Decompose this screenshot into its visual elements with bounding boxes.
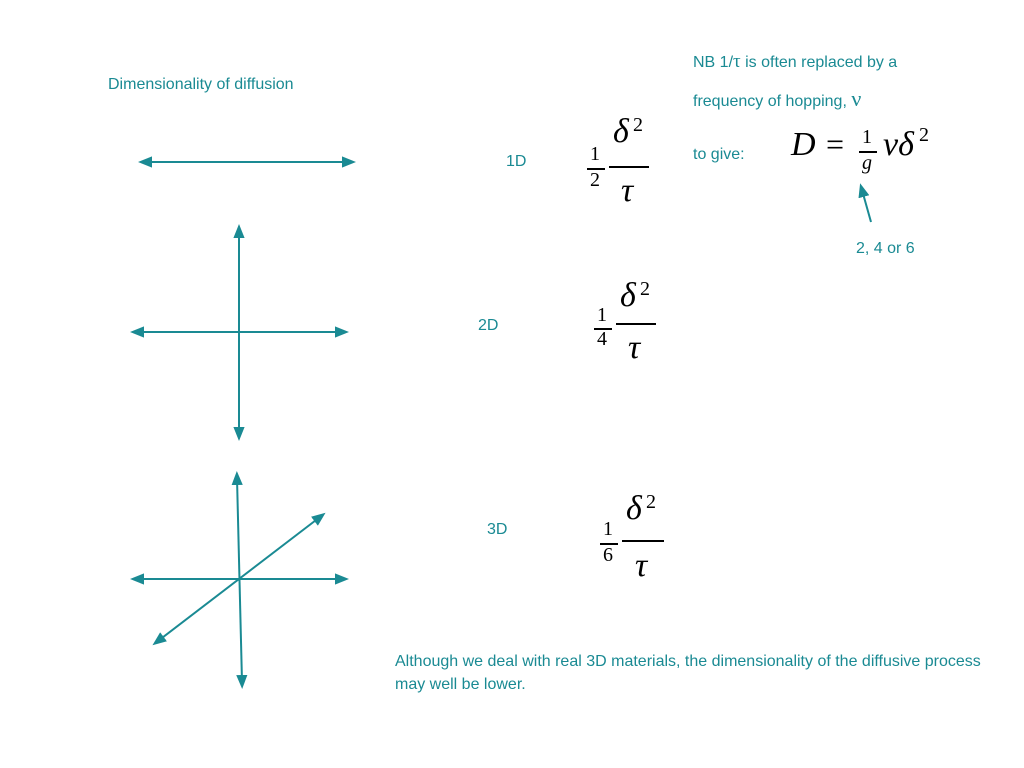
coef-num-1d: 1 bbox=[590, 143, 600, 165]
frac-num-2d: δ bbox=[620, 277, 636, 314]
tau-symbol: τ bbox=[733, 51, 741, 72]
note-line-2 bbox=[693, 86, 861, 112]
formula-eq: = bbox=[826, 126, 845, 162]
to-give-label: to give: bbox=[693, 146, 745, 163]
page-title: Dimensionality of diffusion bbox=[108, 76, 294, 93]
coef-den-1d: 2 bbox=[590, 169, 600, 191]
frac-rule-3d bbox=[622, 540, 664, 542]
frac-rule-2d bbox=[616, 323, 656, 325]
frac-den-1d: τ bbox=[621, 172, 634, 209]
case-label-2d: 2D bbox=[478, 317, 499, 334]
frac-exp-3d: 2 bbox=[646, 491, 656, 513]
frac-num-3d: δ bbox=[626, 490, 642, 527]
frac-exp-2d: 2 bbox=[640, 278, 650, 300]
frac-den-2d: τ bbox=[628, 329, 641, 366]
note-line-1-pre: NB 1/ bbox=[693, 54, 734, 71]
formula-lhs: D bbox=[791, 126, 816, 163]
coef-den-2d: 4 bbox=[597, 328, 607, 350]
note-line-1-post: is often replaced by a bbox=[740, 54, 898, 71]
g-values-label: 2, 4 or 6 bbox=[856, 240, 915, 257]
case-label-3d: 3D bbox=[487, 521, 508, 538]
frac-rule-1d bbox=[609, 166, 649, 168]
g-pointer-arrow bbox=[862, 190, 871, 222]
formula-rhs: νδ bbox=[883, 126, 914, 163]
formula-num: 1 bbox=[862, 126, 872, 148]
frac-exp-1d: 2 bbox=[633, 114, 643, 136]
footer-note: Although we deal with real 3D materials, the dimensionality of the diffusive process may well be lower. bbox=[395, 653, 981, 693]
note-line-2-text: frequency of hopping, bbox=[693, 93, 852, 110]
coef-den-3d: 6 bbox=[603, 544, 613, 566]
frac-num-1d: δ bbox=[613, 113, 629, 150]
coef-num-3d: 1 bbox=[603, 518, 613, 540]
frac-den-3d: τ bbox=[635, 547, 648, 584]
coef-num-2d: 1 bbox=[597, 304, 607, 326]
note-line-1 bbox=[693, 51, 897, 73]
formula-exp: 2 bbox=[919, 124, 929, 146]
formula-den: g bbox=[862, 152, 872, 174]
nu-symbol: ν bbox=[851, 86, 862, 111]
case-label-1d: 1D bbox=[506, 153, 527, 170]
